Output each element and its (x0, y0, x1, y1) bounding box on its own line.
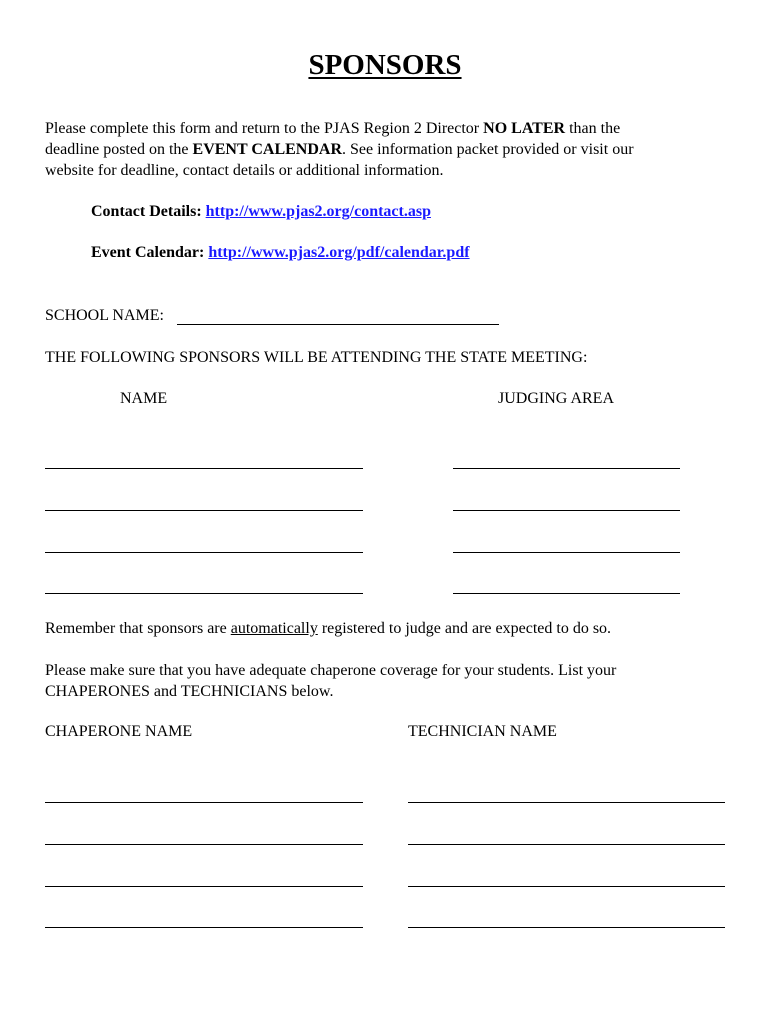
sponsor-name-field-4[interactable] (45, 593, 363, 594)
remember-emphasis: automatically (230, 620, 318, 637)
school-name-field[interactable] (177, 324, 499, 325)
technician-name-field-3[interactable] (408, 886, 725, 887)
intro-emphasis-no-later: NO LATER (483, 120, 566, 137)
sponsor-name-field-3[interactable] (45, 552, 363, 553)
intro-emphasis-event-calendar: EVENT CALENDAR (192, 141, 343, 158)
technician-column-header: TECHNICIAN NAME (408, 723, 557, 740)
sponsor-name-field-1[interactable] (45, 468, 363, 469)
school-name-label: SCHOOL NAME: (45, 307, 164, 324)
sponsor-name-column-header: NAME (120, 390, 168, 407)
chaperone-name-field-1[interactable] (45, 802, 363, 803)
sponsor-name-field-2[interactable] (45, 510, 363, 511)
remember-text: registered to judge and are expected to do so. (317, 620, 612, 637)
judging-area-field-2[interactable] (453, 510, 680, 511)
chaperone-note-line-2: CHAPERONES and TECHNICIANS below. (45, 683, 334, 700)
remember-text: Remember that sponsors are (45, 620, 231, 637)
chaperone-name-field-3[interactable] (45, 886, 363, 887)
intro-text: than the (565, 120, 621, 137)
judging-area-field-1[interactable] (453, 468, 680, 469)
event-calendar-row (91, 244, 470, 262)
chaperone-column-header: CHAPERONE NAME (45, 723, 193, 740)
contact-details-label: Contact Details: (91, 203, 206, 220)
contact-details-row (91, 203, 431, 221)
judging-area-field-3[interactable] (453, 552, 680, 553)
remember-note (45, 620, 611, 638)
intro-text: . See information packet provided or visit our (342, 141, 634, 158)
intro-line-3: website for deadline, contact details or additional information. (45, 162, 444, 179)
page-title: SPONSORS (308, 49, 462, 81)
technician-name-field-4[interactable] (408, 927, 725, 928)
intro-text: Please complete this form and return to the PJAS Region 2 Director (45, 120, 484, 137)
event-calendar-label: Event Calendar: (91, 244, 209, 261)
sponsors-heading: THE FOLLOWING SPONSORS WILL BE ATTENDING THE STATE MEETING: (45, 349, 588, 366)
technician-name-field-2[interactable] (408, 844, 725, 845)
intro-line-1 (45, 119, 620, 140)
contact-details-link[interactable]: http://www.pjas2.org/contact.asp (205, 203, 431, 220)
technician-name-field-1[interactable] (408, 802, 725, 803)
chaperone-note-line-1: Please make sure that you have adequate chaperone coverage for your students. List your (45, 662, 617, 679)
intro-line-2 (45, 140, 634, 161)
event-calendar-link[interactable]: http://www.pjas2.org/pdf/calendar.pdf (208, 244, 470, 261)
chaperone-name-field-4[interactable] (45, 927, 363, 928)
judging-area-column-header: JUDGING AREA (498, 390, 614, 407)
intro-text: deadline posted on the (45, 141, 193, 158)
chaperone-name-field-2[interactable] (45, 844, 363, 845)
judging-area-field-4[interactable] (453, 593, 680, 594)
